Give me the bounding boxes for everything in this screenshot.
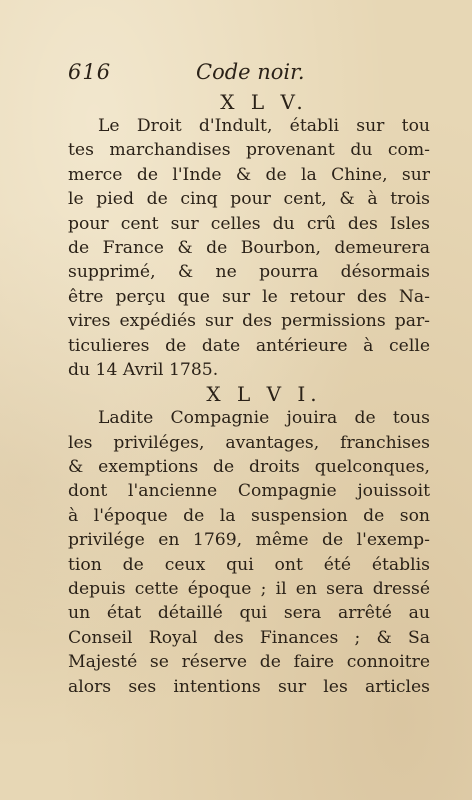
text-block	[68, 60, 430, 699]
article-line: merce de l'Inde & de la Chine, sur	[68, 164, 430, 185]
article-line: Majesté se réserve de faire connoitre	[68, 652, 430, 673]
article-line: alors ses intentions sur les articles	[68, 676, 430, 697]
article-line: privilége en 1769, même de l'exemp-	[68, 530, 430, 551]
article-heading-xlvi: X L V I.	[206, 382, 322, 407]
article-line: pour cent sur celles du crû des Isles	[68, 213, 430, 234]
article-line: Ladite Compagnie jouira de tous	[98, 408, 430, 429]
article-line: tes marchandises provenant du com-	[68, 140, 430, 161]
article-line: du 14 Avril 1785.	[68, 359, 219, 380]
article-line: à l'époque de la suspension de son	[68, 505, 430, 526]
article-line: supprimé, & ne pourra désormais	[68, 262, 430, 283]
article-line: dont l'ancienne Compagnie jouissoit	[68, 481, 430, 502]
article-line: un état détaillé qui sera arrêté au	[68, 603, 430, 624]
article-line: Conseil Royal des Finances ; & Sa	[68, 627, 430, 648]
article-line: être perçu que sur le retour des Na-	[68, 286, 430, 307]
article-line: tion de ceux qui ont été établis	[68, 554, 430, 575]
article-line: Le Droit d'Indult, établi sur tou	[98, 116, 430, 136]
article-heading-xlv: X L V.	[220, 90, 308, 114]
article-line: depuis cette époque ; il en sera dressé	[68, 579, 430, 600]
article-line: les priviléges, avantages, franchises	[68, 432, 430, 453]
running-title: Code noir.	[196, 60, 305, 84]
article-line: ticulieres de date antérieure à celle	[68, 335, 430, 356]
page-number: 616	[68, 60, 112, 84]
article-line: le pied de cinq pour cent, & à trois	[68, 189, 430, 210]
article-line: vires expédiés sur des permissions par-	[68, 311, 430, 332]
running-head	[68, 60, 430, 90]
article-line: & exemptions de droits quelconques,	[68, 457, 430, 478]
article-line: de France & de Bourbon, demeurera	[68, 237, 430, 258]
